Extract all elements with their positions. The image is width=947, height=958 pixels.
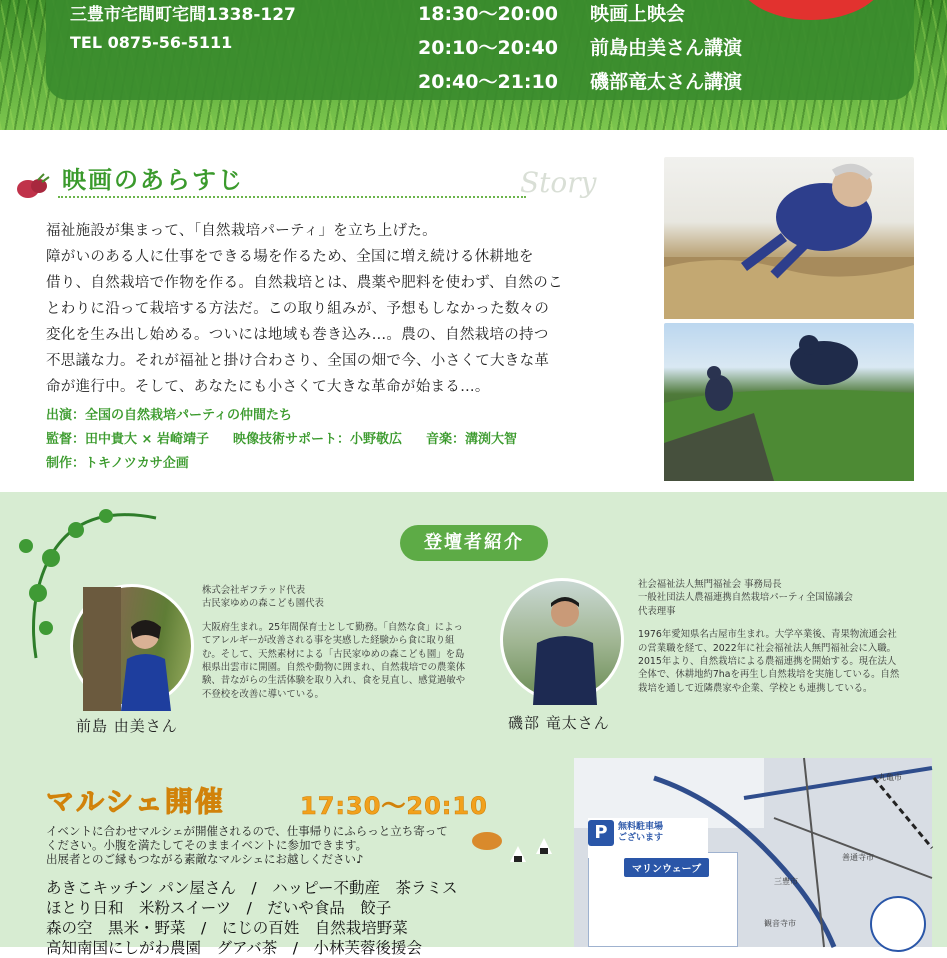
schedule-event: 映画上映会 <box>590 3 686 25</box>
marche-intro-line: ください。小腹を満たしてそのままイベントに参加できます。 <box>46 838 368 853</box>
story-section <box>0 130 947 492</box>
speaker-title: 社会福祉法人無門福祉会 事務局長 一般社団法人農福連携自然栽培パーティ全国協議会 代表理事 <box>638 579 853 617</box>
schedule-time: 20:10〜20:40 <box>418 37 558 59</box>
marche-intro-line: 出展者とのご縁もつながる素敵なマルシェにお越しください♪ <box>46 852 364 867</box>
marine-wave-label: マリンウェーブ <box>624 858 709 877</box>
speaker-photo-maejima <box>70 584 194 708</box>
parking-icon: P <box>588 820 614 846</box>
access-map[interactable] <box>574 758 932 947</box>
credit-row <box>46 428 517 452</box>
marche-title: マルシェ開催 <box>46 785 225 818</box>
credit-cast: 出演：全国の自然栽培パーティの仲間たち <box>46 408 292 423</box>
map-label: 丸亀市 <box>878 773 902 782</box>
venue-address: 三豊市宅間町宅間1338-127 <box>70 5 296 25</box>
speakers-banner: 登壇者紹介 <box>400 525 548 561</box>
speaker-bio-text: 1976年愛知県名古屋市生まれ。大学卒業後、青果物流通会社の営業職を経て、2022年に社会福祉法人無門福祉会に入職。2015年より、自然栽培による農福連携を開始する。現在法人全体で、休耕地約7haを再生し自然栽培を実施している。自然栽培を通して近隣農家や企業、学校とも連携している。 <box>638 629 900 694</box>
speaker-name: 磯部 竜太さん <box>508 714 610 732</box>
synopsis-line: 変化を生み出し始める。ついには地域も巻き込み…。農の、自然栽培の持つ <box>46 327 549 343</box>
farmer-photo <box>664 157 914 319</box>
story-heading: 映画のあらすじ <box>62 166 244 194</box>
speaker-bio <box>202 584 468 701</box>
schedule-row <box>418 2 742 36</box>
marche-intro <box>46 824 546 867</box>
parking-text: 無料駐車場 ございます <box>618 822 664 843</box>
marche-intro-line: イベントに合わせマルシェが開催されるので、仕事帰りにふらっと立ち寄って <box>46 824 448 838</box>
speaker-title: 株式会社ギフテッド代表 古民家ゆめの森こども園代表 <box>202 585 324 610</box>
schedule-row <box>418 70 742 104</box>
map-magnifier <box>870 896 926 952</box>
vendor-line: あきこキッチン パン屋さん / ハッピー不動産 茶ラミス <box>46 879 458 897</box>
header-grass-band <box>0 0 947 130</box>
synopsis-line: 障がいのある人に仕事をできる場を作るため、全国に増え続ける休耕地を <box>46 249 534 265</box>
map-label: 観音寺市 <box>764 919 796 928</box>
synopsis-line: 借り、自然栽培で作物を作る。自然栽培とは、農薬や肥料を使わず、自然のこ <box>46 275 563 291</box>
parking-notice <box>588 818 708 858</box>
schedule-event: 前島由美さん講演 <box>590 37 743 59</box>
vendor-list <box>46 878 566 958</box>
film-credits <box>46 404 517 476</box>
credit-production: 制作：トキノツカサ企画 <box>46 456 189 471</box>
speakers-section <box>0 492 947 957</box>
field-photo <box>664 323 914 481</box>
synopsis-text <box>46 218 628 400</box>
speaker-bio-text: 大阪府生まれ。25年間保育士として勤務。「自然な食」によってアレルギーが改善される事を実感した経験から食に取り組む。そして、天然素材による「古民家ゆめの森こども園」を島根県出雲市に開園。自然や動物に囲まれ、自然栽培での農業体験、昔ながらの生活体験を取り入れ、食を見直し、感覚過敏や不登校を改善に導いている。 <box>202 621 466 700</box>
vendor-line: 高知南国にしがわ農園 グアバ茶 / 小林芙蓉後援会 <box>46 939 422 957</box>
speaker-name: 前島 由美さん <box>76 717 178 735</box>
heading-divider <box>58 196 526 198</box>
beet-icon <box>14 174 50 200</box>
marche-time: 17:30〜20:10 <box>300 792 488 820</box>
synopsis-line: 福祉施設が集まって、「自然栽培パーティ」を立ち上げた。 <box>46 223 437 239</box>
synopsis-line: とわりに沿って栽培する方法だ。この取り組みが、予想もしなかった数々の <box>46 301 550 317</box>
map-label: 善通寺市 <box>842 853 874 862</box>
map-label: 三豊市 <box>774 877 798 886</box>
credit-director: 監督：田中貴大 × 岩崎靖子 <box>46 432 209 447</box>
venue-info <box>70 4 296 56</box>
synopsis-line: 命が進行中。そして、あなたにも小さくて大きな革命が始まる…。 <box>46 379 490 395</box>
speaker-bio <box>638 578 900 695</box>
bread-icon <box>472 832 502 850</box>
story-script-label: Story <box>520 166 597 199</box>
synopsis-line: 不思議な力。それが福祉と掛け合わさり、全国の畑で今、小さくて大きな革 <box>46 353 550 369</box>
credit-music: 音楽：溝渕大智 <box>425 432 517 447</box>
vendor-line: 森の空 黒米・野菜 / にじの百姓 自然栽培野菜 <box>46 919 408 937</box>
schedule-time: 18:30〜20:00 <box>418 3 558 25</box>
credit-tech: 映像技術サポート：小野敬広 <box>232 432 402 447</box>
schedule-time: 20:40〜21:10 <box>418 71 558 93</box>
speaker-photo-isobe <box>500 578 624 702</box>
schedule-event: 磯部竜太さん講演 <box>590 71 743 93</box>
event-schedule <box>418 2 742 104</box>
schedule-row <box>418 36 742 70</box>
vendor-line: ほとり日和 米粉スイーツ / だいや食品 餃子 <box>46 899 392 917</box>
venue-tel: TEL 0875-56-5111 <box>70 33 233 52</box>
